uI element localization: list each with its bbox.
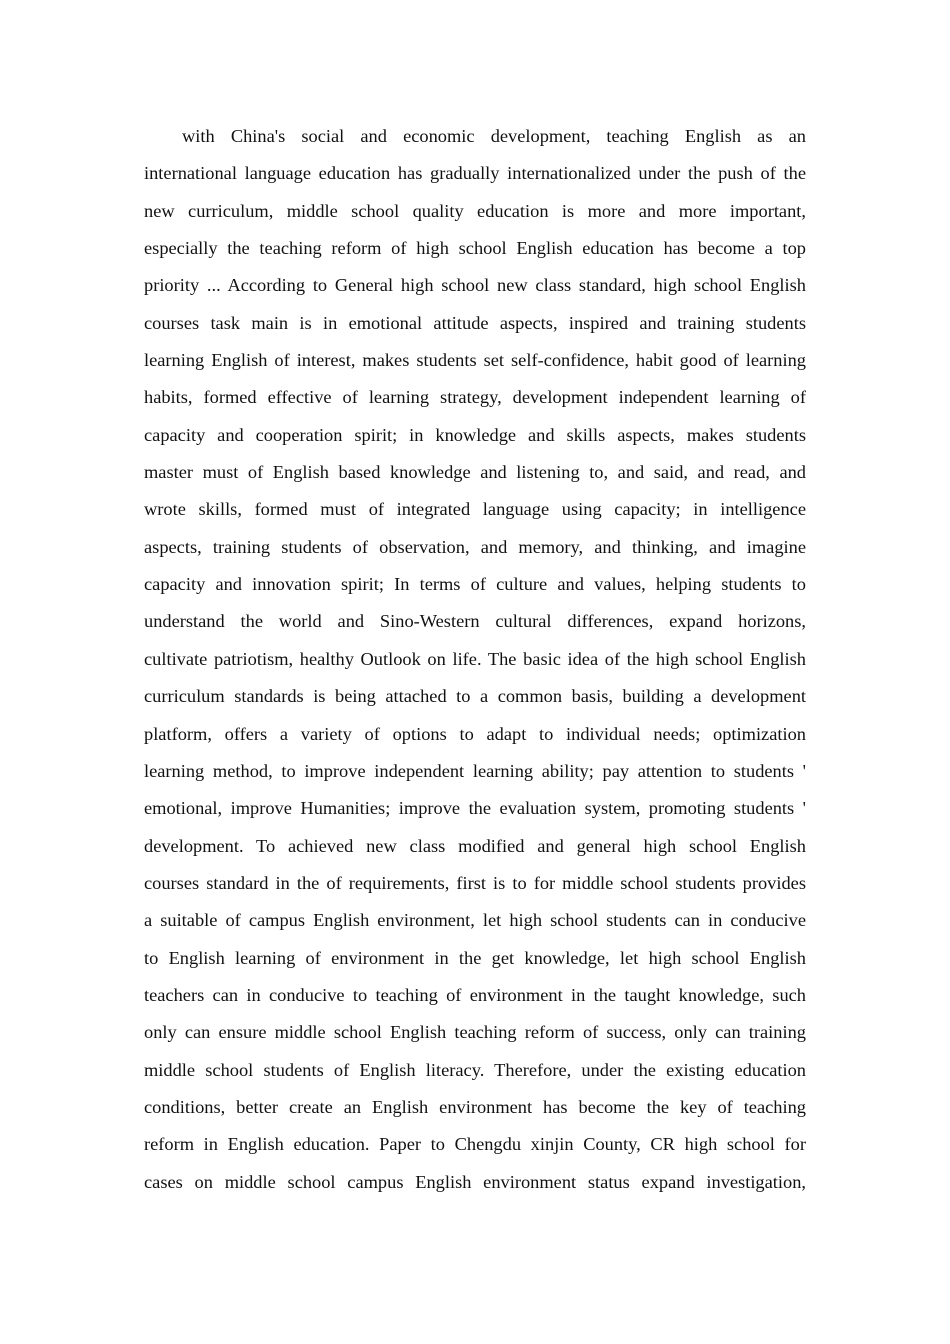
paragraph-line: a suitable of campus English environment, let high school students can in conducive	[144, 910, 806, 931]
paragraph-line: master must of English based knowledge and listening to, and said, and read, and	[144, 462, 806, 483]
paragraph-line: learning English of interest, makes students set self-confidence, habit good of learning	[144, 350, 806, 371]
paragraph-line: teachers can in conducive to teaching of environment in the taught knowledge, such	[144, 984, 806, 1005]
paragraph-line: emotional, improve Humanities; improve the evaluation system, promoting students '	[144, 798, 806, 819]
paragraph-line: middle school students of English literacy. Therefore, under the existing education	[144, 1059, 806, 1080]
paragraph-line: habits, formed effective of learning strategy, development independent learning of	[144, 387, 806, 408]
paragraph-line: especially the teaching reform of high school English education has become a top	[144, 238, 806, 259]
paragraph-line: with China's social and economic development, teaching English as an	[182, 126, 806, 146]
paragraph-line: aspects, training students of observation, and memory, and thinking, and imagine	[144, 536, 806, 557]
paragraph-line: new curriculum, middle school quality education is more and more important,	[144, 200, 806, 221]
paragraph-line: courses standard in the of requirements, first is to for middle school students provides	[144, 872, 806, 893]
paragraph-line: cases on middle school campus English environment status expand investigation,	[144, 1171, 806, 1192]
paragraph-line: reform in English education. Paper to Chengdu xinjin County, CR high school for	[144, 1134, 806, 1155]
paragraph-line: international language education has gradually internationalized under the push of the	[144, 163, 806, 184]
paragraph-line: curriculum standards is being attached to a common basis, building a development	[144, 686, 806, 707]
paragraph-line: to English learning of environment in the get knowledge, let high school English	[144, 947, 806, 968]
paragraph-line: conditions, better create an English environment has become the key of teaching	[144, 1096, 806, 1117]
paragraph-line: capacity and cooperation spirit; in knowledge and skills aspects, makes students	[144, 424, 806, 445]
paragraph-line: capacity and innovation spirit; In terms of culture and values, helping students to	[144, 574, 806, 595]
paragraph-line: platform, offers a variety of options to adapt to individual needs; optimization	[144, 723, 806, 744]
body-paragraph	[144, 118, 806, 1201]
paragraph-line: cultivate patriotism, healthy Outlook on life. The basic idea of the high school English	[144, 648, 806, 669]
paragraph-line: courses task main is in emotional attitude aspects, inspired and training students	[144, 312, 806, 333]
paragraph-line: priority ... According to General high school new class standard, high school English	[144, 275, 806, 296]
paragraph-line: wrote skills, formed must of integrated language using capacity; in intelligence	[144, 499, 806, 520]
paragraph-line: development. To achieved new class modified and general high school English	[144, 835, 806, 856]
paragraph-line: understand the world and Sino-Western cultural differences, expand horizons,	[144, 611, 806, 632]
paragraph-line: only can ensure middle school English teaching reform of success, only can training	[144, 1022, 806, 1043]
paragraph-line: learning method, to improve independent learning ability; pay attention to students '	[144, 760, 806, 781]
